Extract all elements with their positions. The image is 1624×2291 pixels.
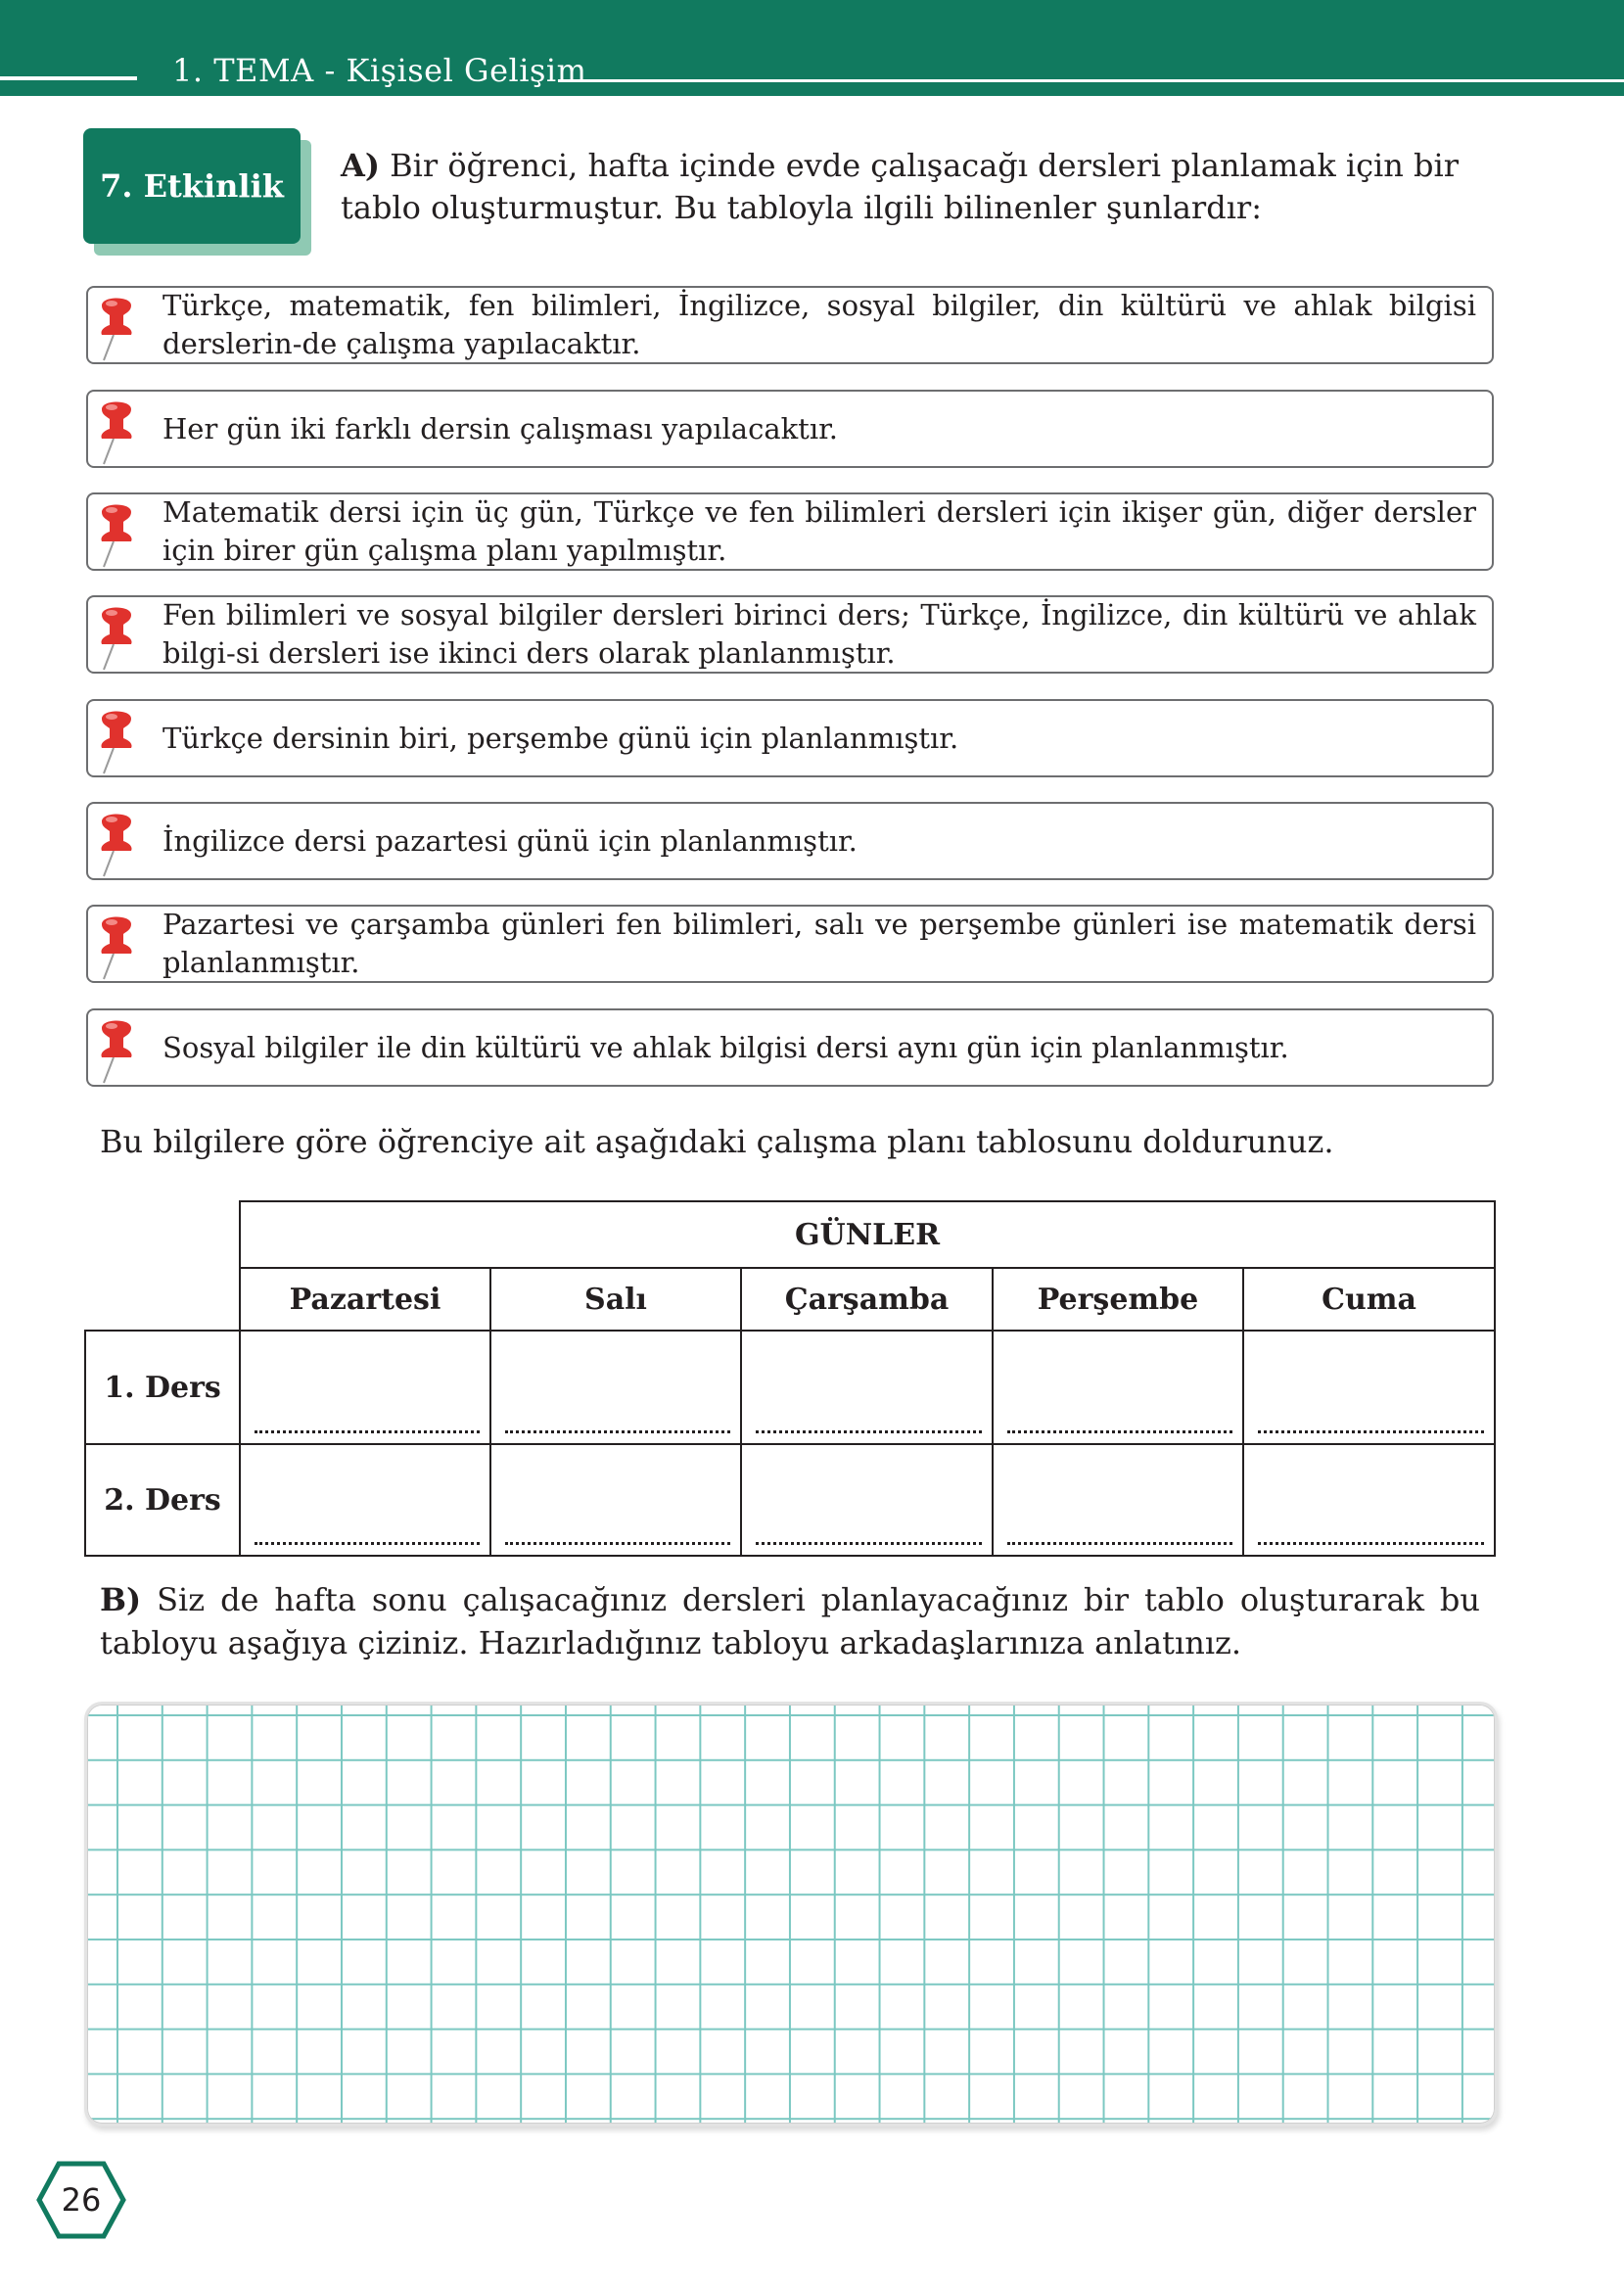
- pushpin-icon: [92, 601, 141, 672]
- clue-box: [86, 699, 1494, 777]
- part-b-label: B): [100, 1581, 142, 1618]
- pushpin-icon: [92, 1014, 141, 1085]
- clue-text: Her gün iki farklı dersin çalışması yapılacaktır.: [162, 411, 839, 445]
- pushpin-icon: [92, 911, 141, 981]
- header-rule-left: [0, 76, 137, 80]
- page-number: 26: [61, 2181, 102, 2219]
- answer-blank: [255, 1430, 480, 1433]
- part-a-text: Bir öğrenci, hafta içinde evde çalışacağı dersleri planlamak için bir tablo oluşturmuştur. Bu tabloyla ilgili bilinenler şunlardır:: [341, 147, 1460, 226]
- clue-box: [86, 390, 1494, 468]
- answer-cell[interactable]: [489, 1443, 742, 1557]
- day-header-monday: Pazartesi: [239, 1267, 491, 1332]
- part-a-label: A): [341, 147, 380, 184]
- clue-box: [86, 286, 1494, 364]
- clue-box: [86, 802, 1494, 880]
- theme-title: 1. TEMA - Kişisel Gelişim: [172, 52, 587, 89]
- day-header-wednesday: Çarşamba: [740, 1267, 994, 1332]
- answer-cell[interactable]: [239, 1330, 491, 1445]
- answer-cell[interactable]: [992, 1443, 1244, 1557]
- answer-cell[interactable]: [740, 1443, 994, 1557]
- day-header-friday: Cuma: [1242, 1267, 1496, 1332]
- clue-box: [86, 595, 1494, 674]
- clue-text: Türkçe dersinin biri, perşembe günü için planlanmıştır.: [162, 721, 959, 755]
- day-header-tuesday: Salı: [489, 1267, 742, 1332]
- row-header-lesson-2: 2. Ders: [84, 1443, 241, 1557]
- answer-blank: [1007, 1430, 1232, 1433]
- clue-text: İngilizce dersi pazartesi günü için planlanmıştır.: [162, 823, 858, 858]
- clue-text: Matematik dersi için üç gün, Türkçe ve fen bilimleri dersleri için ikişer gün, diğer dersler için birer gün çalışma planı yapılmıştır.: [162, 495, 1476, 567]
- answer-blank: [1258, 1430, 1484, 1433]
- row-header-lesson-1: 1. Ders: [84, 1330, 241, 1445]
- activity-badge: 7. Etkinlik: [83, 128, 301, 244]
- pushpin-icon: [92, 292, 141, 362]
- clue-text: Sosyal bilgiler ile din kültürü ve ahlak bilgisi dersi aynı gün için planlanmıştır.: [162, 1030, 1289, 1064]
- answer-cell[interactable]: [1242, 1330, 1496, 1445]
- answer-cell[interactable]: [489, 1330, 742, 1445]
- answer-cell[interactable]: [992, 1330, 1244, 1445]
- answer-blank: [1007, 1542, 1232, 1545]
- answer-cell[interactable]: [1242, 1443, 1496, 1557]
- header-rule-right: [558, 79, 1624, 82]
- clue-text: Türkçe, matematik, fen bilimleri, İngilizce, sosyal bilgiler, din kültürü ve ahlak bilgisi derslerin-de çalışma yapılacaktır.: [162, 289, 1476, 360]
- pushpin-icon: [92, 808, 141, 878]
- part-b-instructions: [100, 1578, 1480, 1664]
- answer-blank: [756, 1430, 982, 1433]
- answer-blank: [505, 1430, 730, 1433]
- clue-box: [86, 492, 1494, 571]
- page-number-badge: [35, 2160, 127, 2240]
- pushpin-icon: [92, 498, 141, 569]
- answer-blank: [255, 1542, 480, 1545]
- clue-text: Fen bilimleri ve sosyal bilgiler dersleri birinci ders; Türkçe, İngilizce, din kültürü ve ahlak bilgi-si dersleri ise ikinci ders olarak planlanmıştır.: [162, 598, 1476, 670]
- answer-blank: [505, 1542, 730, 1545]
- part-a-intro: [341, 145, 1491, 229]
- table-prompt: Bu bilgilere göre öğrenciye ait aşağıdaki çalışma planı tablosunu doldurunuz.: [100, 1123, 1334, 1160]
- answer-cell[interactable]: [239, 1443, 491, 1557]
- clue-box: [86, 905, 1494, 983]
- clue-text: Pazartesi ve çarşamba günleri fen bilimleri, salı ve perşembe günleri ise matematik dersi planlanmıştır.: [162, 908, 1476, 979]
- day-header-thursday: Perşembe: [992, 1267, 1244, 1332]
- answer-blank: [1258, 1542, 1484, 1545]
- pushpin-icon: [92, 396, 141, 466]
- part-b-text: Siz de hafta sonu çalışacağınız dersleri planlayacağınız bir tablo oluşturarak bu tabloyu aşağıya çiziniz. Hazırladığınız tabloyu arkadaşlarınıza anlatınız.: [100, 1581, 1481, 1661]
- graph-paper-drawing-area[interactable]: [84, 1702, 1498, 2127]
- answer-blank: [756, 1542, 982, 1545]
- pushpin-icon: [92, 705, 141, 775]
- clue-box: [86, 1008, 1494, 1087]
- days-group-header: GÜNLER: [239, 1200, 1496, 1269]
- study-plan-table: [84, 1200, 1496, 1557]
- answer-cell[interactable]: [740, 1330, 994, 1445]
